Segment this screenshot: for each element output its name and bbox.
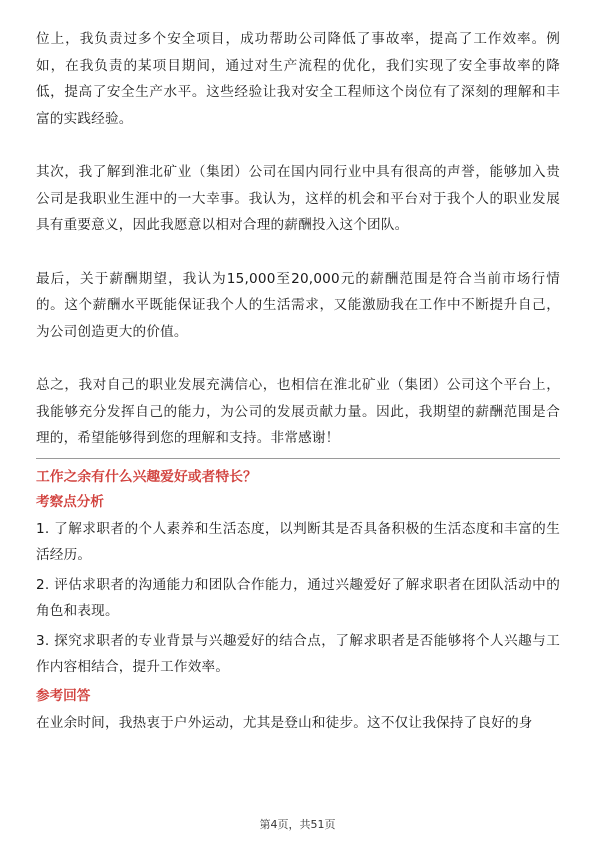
analysis-item: 3. 探究求职者的专业背景与兴趣爱好的结合点，了解求职者是否能够将个人兴趣与工作内容相结合，提升工作效率。 <box>36 632 560 675</box>
analysis-item: 2. 评估求职者的沟通能力和团队合作能力，通过兴趣爱好了解求职者在团队活动中的角色和表现。 <box>36 576 560 619</box>
paragraph-salary-expectation: 最后，关于薪酬期望，我认为15,000至20,000元的薪酬范围是符合当前市场行情的。这个薪酬水平既能保证我个人的生活需求，又能激励我在工作中不断提升自己，为公司创造更大的价值。 <box>36 270 560 340</box>
page-number: 第4页，共51页 <box>259 818 336 831</box>
analysis-title: 考察点分析 <box>36 493 104 510</box>
paragraph-company-reputation: 其次，我了解到淮北矿业（集团）公司在国内同行业中具有很高的声誉，能够加入贵公司是我职业生涯中的一大幸事。我认为，这样的机会和平台对于我个人的职业发展具有重要意义，因此我愿意以相对合理的薪酬投入这个团队。 <box>36 164 560 233</box>
interview-question: 工作之余有什么兴趣爱好或者特长？ <box>36 468 257 485</box>
paragraph-conclusion: 总之，我对自己的职业发展充满信心，也相信在淮北矿业（集团）公司这个平台上，我能够充分发挥自己的能力，为公司的发展贡献力量。因此，我期望的薪酬范围是合理的，希望能够得到您的理解和支持。非常感谢！ <box>36 377 560 446</box>
answer-title: 参考回答 <box>36 687 91 704</box>
answer-text: 在业余时间，我热衷于户外运动，尤其是登山和徒步。这不仅让我保持了良好的身 <box>36 714 533 731</box>
section-divider <box>36 458 560 459</box>
document-body <box>36 26 560 739</box>
answer-section <box>36 685 560 737</box>
analysis-section <box>36 491 560 681</box>
analysis-item: 1. 了解求职者的个人素养和生活态度，以判断其是否具备积极的生活态度和丰富的生活经历。 <box>36 520 560 563</box>
paragraph-experience: 位上，我负责过多个安全项目，成功帮助公司降低了事故率，提高了工作效率。例如，在我负责的某项目期间，通过对生产流程的优化，我们实现了安全事故率的降低，提高了安全生产水平。这些经验让我对安全工程师这个岗位有了深刻的理解和丰富的实践经验。 <box>36 31 560 127</box>
